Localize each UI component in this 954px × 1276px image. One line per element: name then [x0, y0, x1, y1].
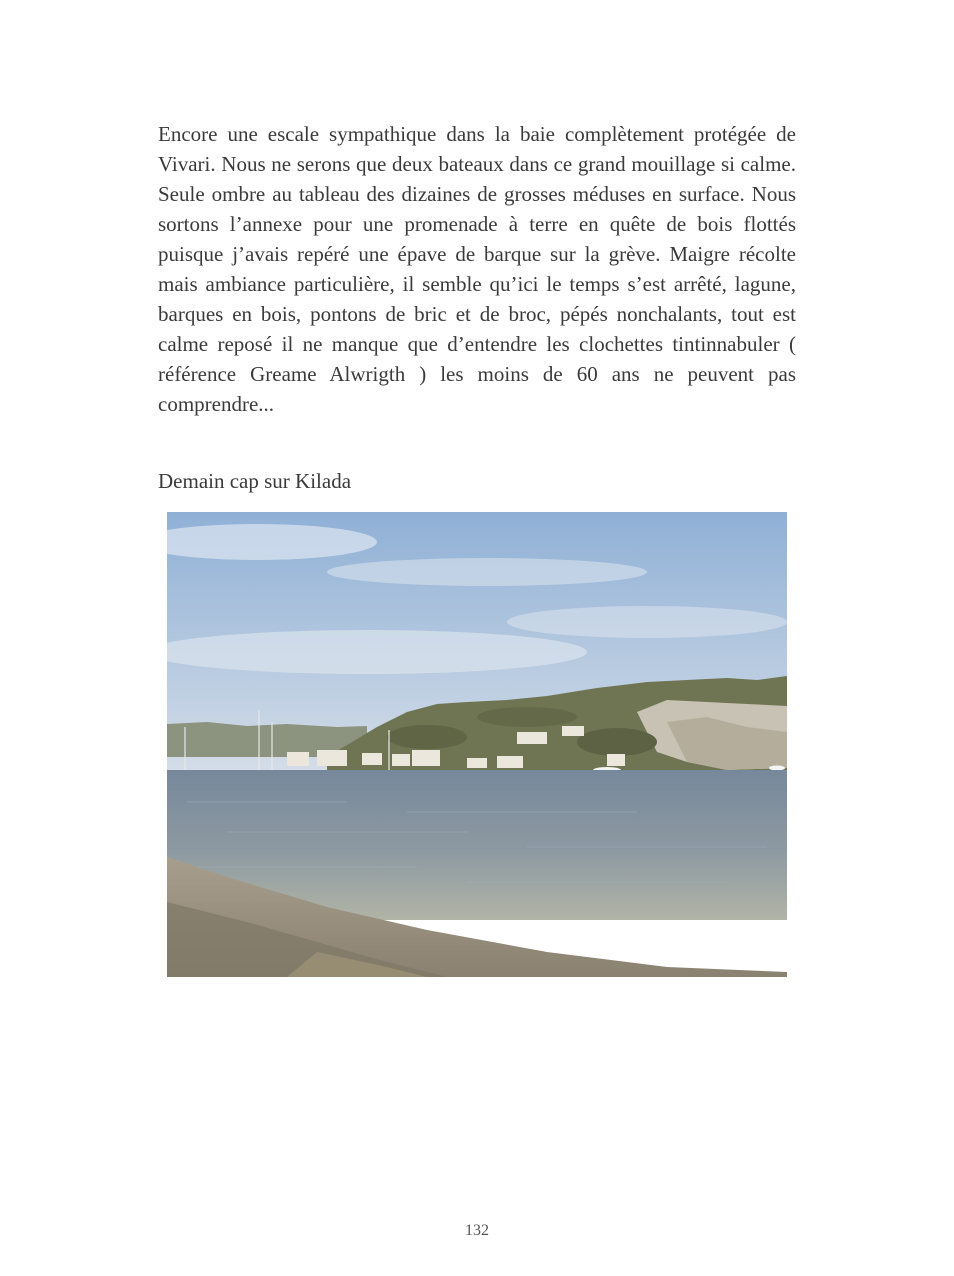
closing-line: Demain cap sur Kilada	[158, 469, 352, 493]
cloud	[327, 558, 647, 586]
cloud	[507, 606, 787, 638]
bay-photograph	[167, 512, 787, 977]
page-number: 132	[465, 1222, 489, 1239]
cloud	[167, 630, 587, 674]
body-paragraph: Encore une escale sympathique dans la baie complètement protégée de Vivari. Nous ne serons que deux bateaux dans ce grand mouillage si calme. Seule ombre au tableau des dizaines de grosses méduses en surface. Nous sortons l’annexe pour une promenade à terre en quête de bois flottés puisque j’avais repéré une épave de barque sur la grève. Maigre récolte mais ambiance particulière, il semble qu’ici le temps s’est arrêté, lagune, barques en bois, pontons de bric et de broc, pépés nonchalants, tout est calme reposé il ne manque que d’entendre les clochettes tintinnabuler ( référence Greame Alwrigth ) les moins de 60 ans ne peuvent pas comprendre...	[158, 122, 796, 416]
